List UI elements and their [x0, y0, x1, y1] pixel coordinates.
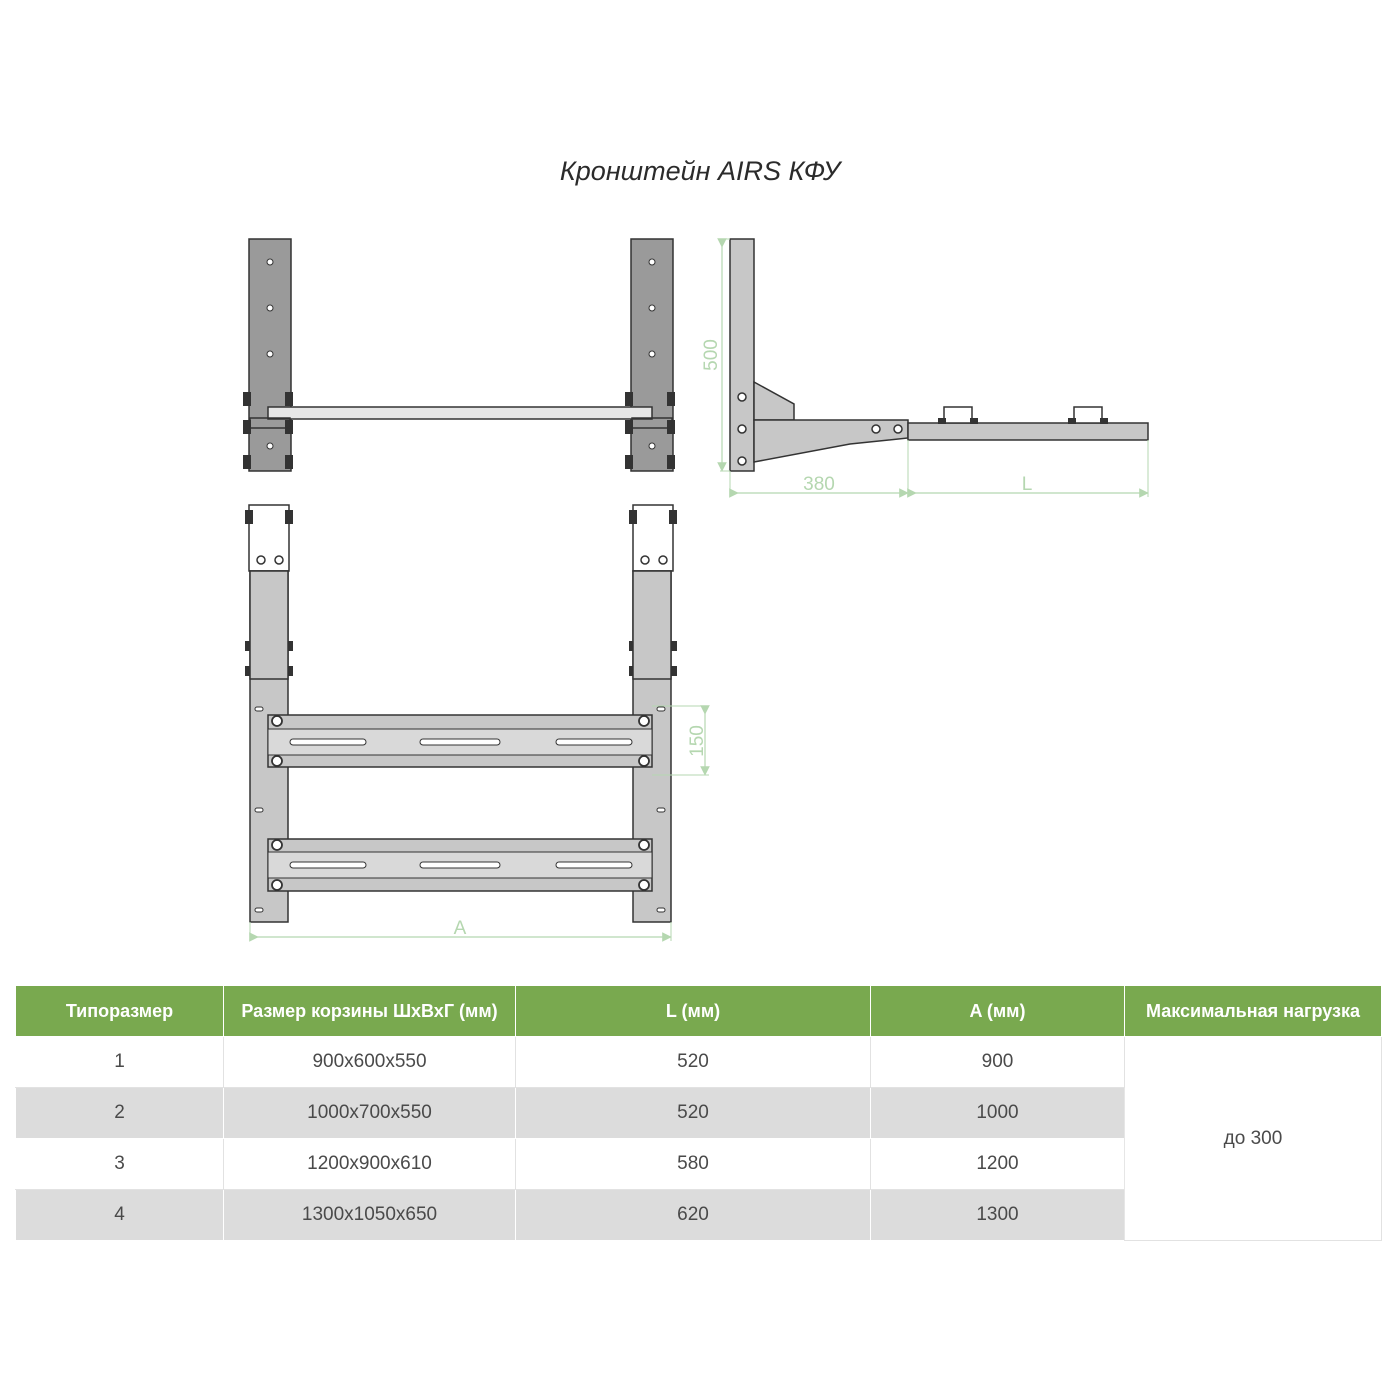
- dim-depth-label: 380: [803, 474, 835, 495]
- dim-height-label: 500: [701, 339, 722, 371]
- dim-length-label: L: [1021, 474, 1033, 495]
- side-rail: [908, 423, 1148, 440]
- cell-basket: 1200x900x610: [224, 1139, 516, 1190]
- side-arm: [754, 420, 908, 462]
- side-view: [701, 239, 1148, 497]
- dim-width-label: A: [453, 918, 467, 939]
- cell-max-load: до 300: [1125, 1037, 1382, 1241]
- cell-basket: 1300x1050x650: [224, 1190, 516, 1241]
- table-row: [16, 1037, 1382, 1088]
- cell-size: 1: [16, 1037, 224, 1088]
- diagram-title: Кронштейн AIRS КФУ: [559, 156, 841, 186]
- cell-l: 620: [516, 1190, 871, 1241]
- top-crossbar: [268, 407, 652, 419]
- cell-a: 900: [871, 1037, 1125, 1088]
- cell-size: 2: [16, 1088, 224, 1139]
- cell-a: 1000: [871, 1088, 1125, 1139]
- dim-spacing-label: 150: [687, 725, 708, 757]
- spec-table: [15, 985, 1382, 1241]
- cell-basket: 1000x700x550: [224, 1088, 516, 1139]
- cell-l: 520: [516, 1037, 871, 1088]
- front-view: [245, 505, 709, 941]
- cell-l: 580: [516, 1139, 871, 1190]
- side-gusset: [754, 382, 794, 420]
- cell-a: 1200: [871, 1139, 1125, 1190]
- cell-l: 520: [516, 1088, 871, 1139]
- header-max-load: Максимальная нагрузка: [1125, 986, 1382, 1037]
- top-view: [243, 239, 675, 471]
- header-basket: Размер корзины ШхВхГ (мм): [224, 986, 516, 1037]
- cell-size: 3: [16, 1139, 224, 1190]
- cell-basket: 900x600x550: [224, 1037, 516, 1088]
- header-l: L (мм): [516, 986, 871, 1037]
- header-a: A (мм): [871, 986, 1125, 1037]
- side-wall-post: [730, 239, 754, 471]
- header-size: Типоразмер: [16, 986, 224, 1037]
- cell-a: 1300: [871, 1190, 1125, 1241]
- cell-size: 4: [16, 1190, 224, 1241]
- table-header-row: [16, 986, 1382, 1037]
